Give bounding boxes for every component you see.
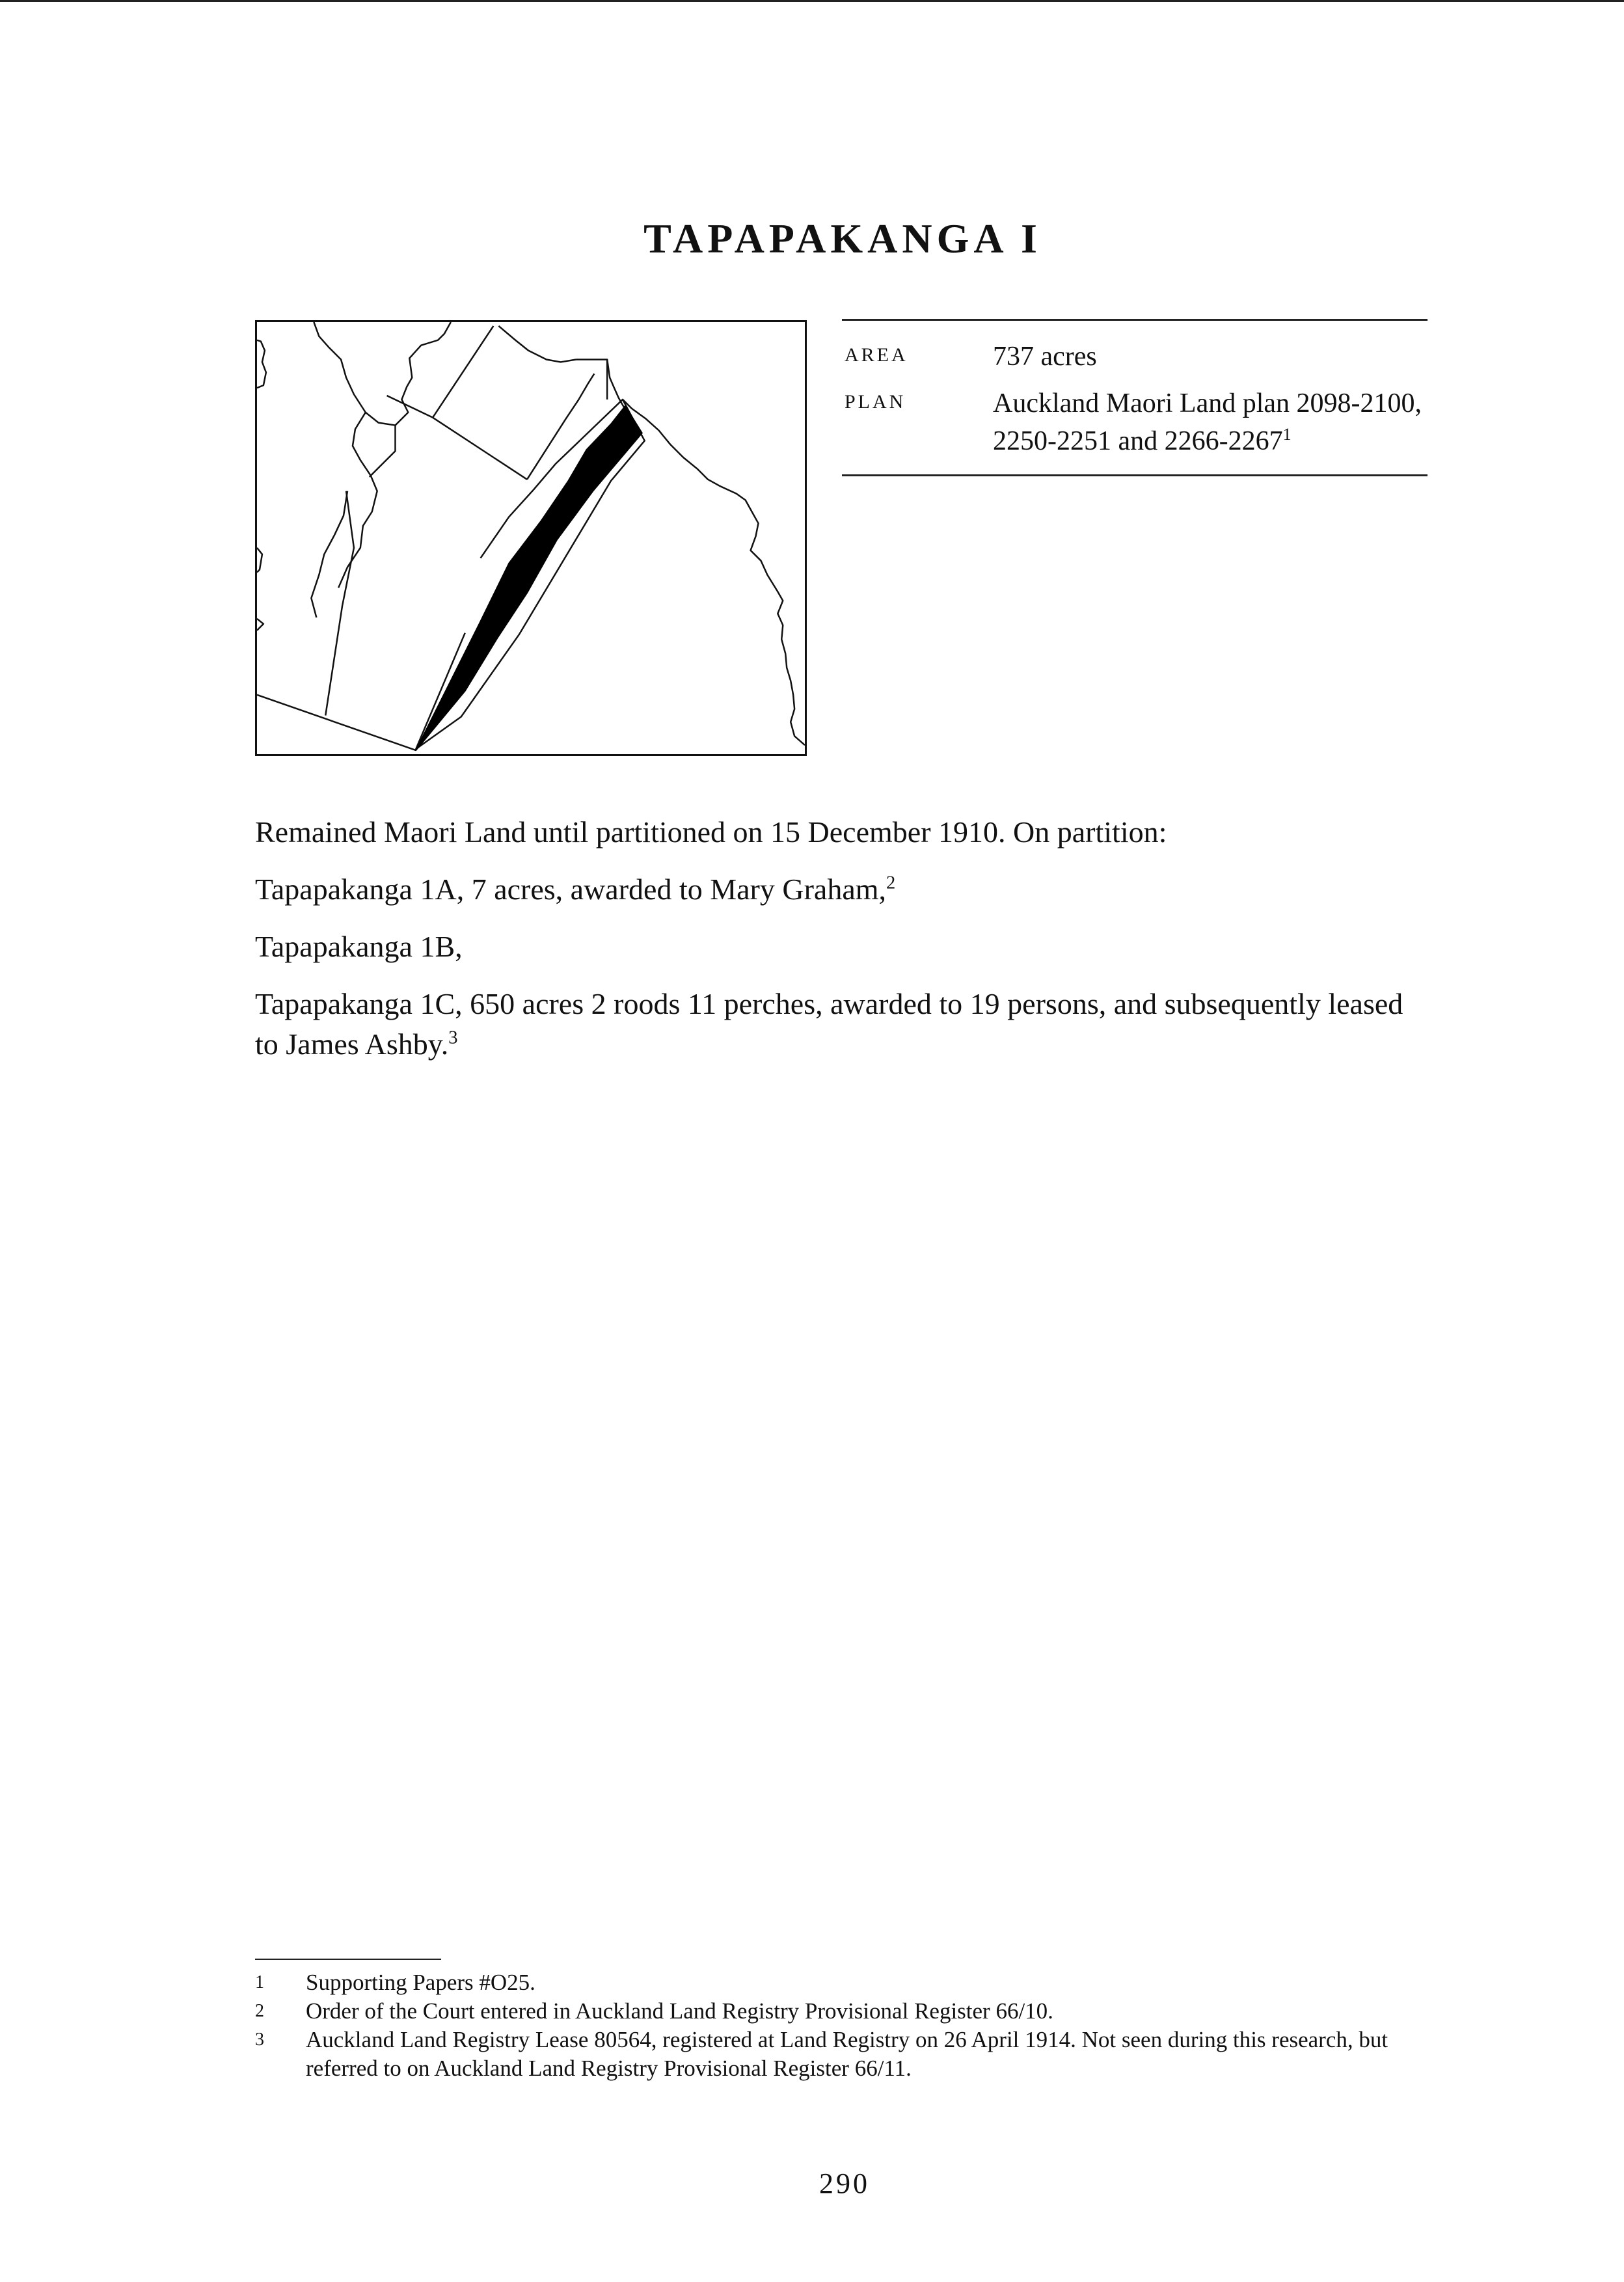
partition-1a-text: Tapapakanga 1A, 7 acres, awarded to Mary Graham,	[255, 873, 887, 906]
footnote-text: Auckland Land Registry Lease 80564, registered at Land Registry on 26 April 1914. Not seen during this research, but referred to on Auckland Land Registry Provisional Register 66/11.	[306, 2027, 1388, 2081]
coastline	[623, 400, 805, 745]
footnote-text: Supporting Papers #O25.	[306, 1970, 535, 1995]
partition-1c-text: Tapapakanga 1C, 650 acres 2 roods 11 perches, awarded to 19 persons, and subsequently leased to James Ashby.	[255, 987, 1403, 1061]
parcel-boundary-line	[387, 396, 527, 480]
parcel-boundary-line	[257, 695, 416, 750]
location-map	[255, 320, 807, 756]
parcel-boundary-line	[314, 322, 450, 426]
west-boundary-line	[257, 340, 266, 388]
footnote-item	[255, 2026, 1433, 2083]
west-boundary-line	[257, 548, 262, 573]
page-title: TAPAPAKANGA I	[643, 215, 1042, 262]
partition-intro: Remained Maori Land until partitioned on 15 December 1910. On partition:	[255, 815, 1167, 849]
property-info-table	[842, 319, 1428, 476]
footnote-number: 2	[255, 2001, 264, 2021]
parcel-boundary-line	[338, 413, 377, 588]
partition-1c	[255, 984, 1433, 1065]
footnote-ref-2[interactable]: 2	[886, 873, 896, 893]
parcel-boundary-line	[576, 359, 624, 407]
page-number: 290	[819, 2167, 870, 2199]
footnotes	[255, 1968, 1433, 2083]
footnote-ref-1[interactable]: 1	[1282, 425, 1292, 444]
area-label: AREA	[845, 344, 908, 366]
footnote-item	[255, 1968, 1433, 1997]
plan-label: PLAN	[845, 391, 906, 413]
footnote-number: 1	[255, 1972, 264, 1992]
plan-row	[842, 385, 1428, 460]
partition-1b: Tapapakanga 1B,	[255, 930, 463, 963]
parcel-boundary-line	[311, 491, 347, 618]
footnote-item	[255, 1997, 1433, 2026]
partition-1a	[255, 869, 1433, 910]
body-text	[255, 812, 1433, 1081]
area-value: 737 acres	[993, 342, 1097, 372]
parcel-boundary-line	[498, 326, 576, 362]
footnote-divider	[255, 1959, 441, 1960]
west-boundary-line	[257, 619, 264, 631]
area-row	[842, 338, 1428, 375]
footnote-ref-3[interactable]: 3	[448, 1027, 458, 1048]
footnote-number: 3	[255, 2030, 264, 2050]
parcel-boundary-line	[433, 326, 493, 418]
top-border-rule	[0, 0, 1624, 2]
highlighted-parcel	[416, 406, 642, 750]
parcel-boundary-line	[370, 426, 396, 477]
footnote-text: Order of the Court entered in Auckland Land Registry Provisional Register 66/10.	[306, 1998, 1053, 2024]
plan-value-container	[993, 385, 1428, 460]
plan-value: Auckland Maori Land plan 2098-2100, 2250-2251 and 2266-2267	[993, 388, 1422, 456]
parcel-map-drawing	[257, 322, 805, 754]
